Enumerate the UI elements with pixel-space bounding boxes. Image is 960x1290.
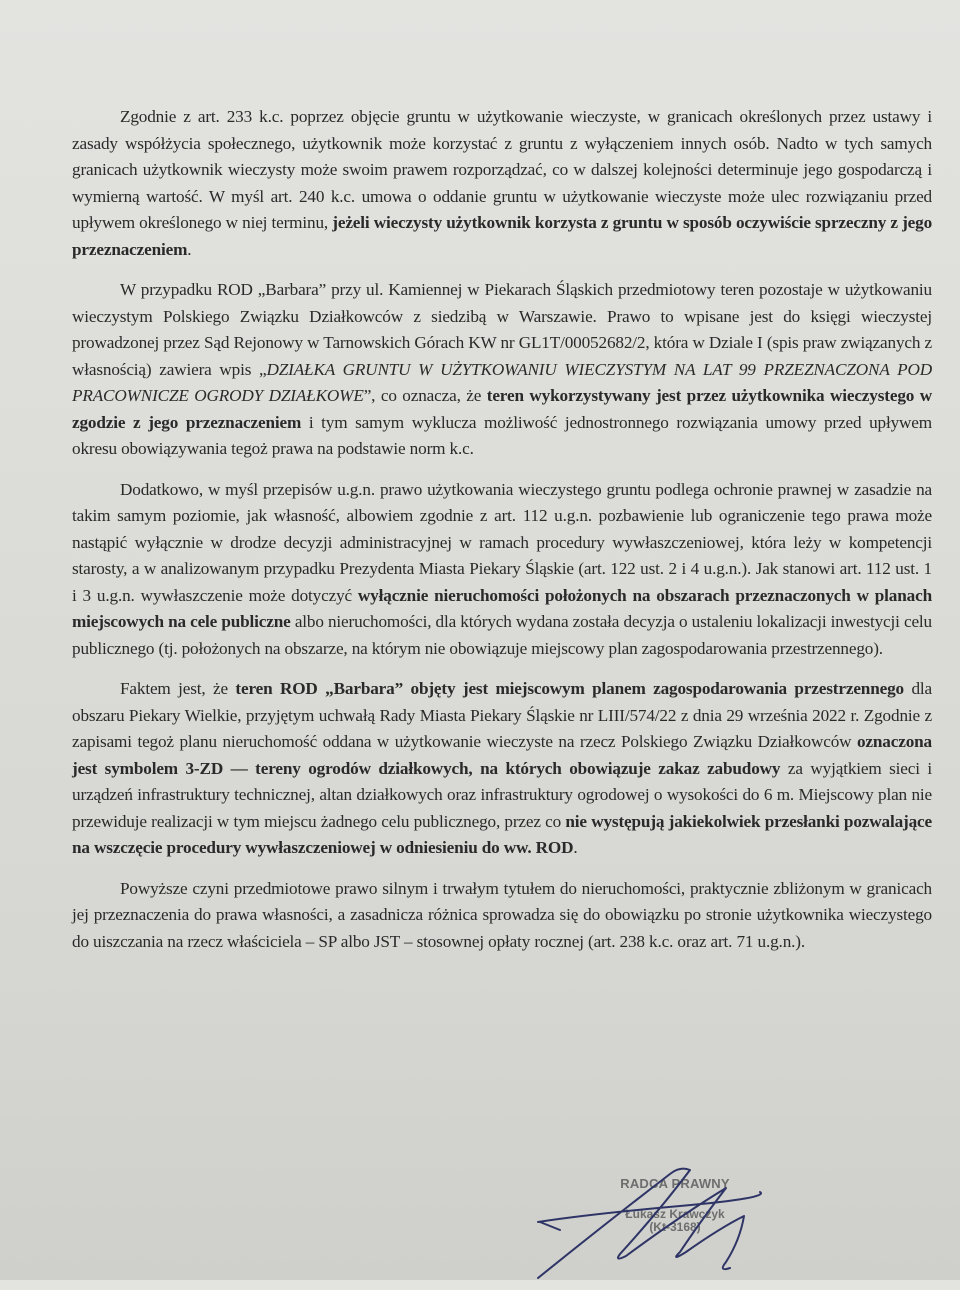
stamp-name: Łukasz Krawczyk	[625, 1207, 725, 1221]
stamp-role: RADCA PRAWNY	[620, 1176, 730, 1191]
bold-text: wyłącznie nieruchomości położonych na obszarach przeznaczonych w planach miejscowych na cele publiczne	[72, 585, 932, 631]
signature-stroke	[538, 1169, 761, 1278]
bold-text: nie występują jakiekolwiek przesłanki pozwalające na wszczęcie procedury wywłaszczeniowej w odniesieniu do ww. ROD	[72, 811, 932, 857]
paragraph-1	[72, 104, 932, 263]
text-run: albo nieruchomości, dla których wydana została decyzja o ustaleniu lokalizacji inwestycji celu publicznego (tj. położonych na obszarze, na którym nie obowiązuje miejscowy plan zagospodarowania przestrzennego).	[72, 612, 932, 658]
paragraph-4	[72, 676, 932, 862]
document-body	[72, 104, 932, 969]
text-run: .	[187, 239, 192, 259]
bold-text: teren wykorzystywany jest przez użytkownika wieczystego w zgodzie z jego przeznaczeniem	[72, 386, 932, 432]
italic-text: DZIAŁKA GRUNTU W UŻYTKOWANIU WIECZYSTYM NA LAT 99 PRZEZNACZONA POD PRACOWNICZE OGRODY DZIAŁKOWE	[72, 359, 932, 405]
bold-text: jeżeli wieczysty użytkownik korzysta z gruntu w sposób oczywiście sprzeczny z jego przeznaczeniem	[72, 213, 933, 259]
text-run: ”, co oznacza, że	[363, 386, 487, 405]
text-run: za wyjątkiem sieci i urządzeń infrastruktury technicznej, altan działkowych oraz infrastruktury ogrodowej o wysokości do 6 m. Miejscowy plan nie przewiduje realizacji w tym miejscu żadnego celu publicznego, przez co	[72, 758, 932, 831]
paragraph-3	[72, 477, 932, 663]
paragraph-2	[72, 277, 932, 463]
text-run: Faktem jest, że	[120, 679, 236, 698]
text-run: dla obszaru Piekary Wielkie, przyjętym uchwałą Rady Miasta Piekary Śląskie nr LIII/574/22 z dnia 29 września 2022 r. Zgodnie z zapisami tegoż planu nieruchomość oddana w użytkowanie wieczyste na rzecz Polskiego Związku Działkowców	[72, 679, 933, 751]
text-run: Powyższe czyni przedmiotowe prawo silnym i trwałym tytułem do nieruchomości, praktycznie zbliżonym w granicach jej przeznaczenia do prawa własności, a zasadnicza różnica sprowadza się do obowiązku po stronie użytkownika wieczystego do uiszczania na rzecz właściciela – SP albo JST – stosownej opłaty rocznej (art. 238 k.c. oraz art. 71 u.g.n.).	[72, 878, 932, 951]
paragraph-5	[72, 876, 932, 956]
text-run: Zgodnie z art. 233 k.c. poprzez objęcie gruntu w użytkowanie wieczyste, w granicach określonych przez ustawy i zasady współżycia społecznego, użytkownik może korzystać z gruntu z wyłączeniem innych osób. Nadto w tych samych granicach użytkownik wieczysty może swoim prawem rozporządzać, co w dalszej kolejności determinuje jego gospodarczą i wymierną wartość. W myśl art. 240 k.c. umowa o oddanie gruntu w użytkowanie wieczyste może ulec rozwiązaniu przed upływem określonego w niej terminu,	[72, 107, 932, 232]
bold-text: oznaczona jest symbolem 3-ZD — tereny ogrodów działkowych, na których obowiązuje zakaz zabudowy	[72, 732, 932, 778]
text-run: .	[573, 838, 578, 857]
text-run: i tym samym wyklucza możliwość jednostronnego rozwiązania umowy przed upływem okresu obowiązywania tegoż prawa na podstawie norm k.c.	[72, 412, 932, 458]
handwritten-signature	[530, 1150, 790, 1290]
stamp-number: (Kt-3168)	[649, 1220, 701, 1234]
text-run: Dodatkowo, w myśl przepisów u.g.n. prawo użytkowania wieczystego gruntu podlega ochronie prawnej w zasadzie na takim samym poziomie, jak własność, albowiem zgodnie z art. 112 u.g.n. pozbawienie lub ograniczenie tego prawa może nastąpić wyłącznie w drodze decyzji administracyjnej w ramach procedury wywłaszczeniowej, która leży w kompetencji starosty, a w analizowanym przypadku Prezydenta Miasta Piekary Śląskie (art. 122 ust. 2 i 4 u.g.n.). Jak stanowi art. 112 ust. 1 i 3 u.g.n. wywłaszczenie może dotyczyć	[72, 479, 932, 605]
bold-text: teren ROD „Barbara” objęty jest miejscowym planem zagospodarowania przestrzennego	[235, 679, 904, 698]
text-run: W przypadku ROD „Barbara” przy ul. Kamiennej w Piekarach Śląskich przedmiotowy teren pozostaje w użytkowaniu wieczystym Polskiego Związku Działkowców z siedzibą w Warszawie. Prawo to wpisane jest do księgi wieczystej prowadzonej przez Sąd Rejonowy w Tarnowskich Górach KW nr GL1T/00052682/2, która w Dziale I (spis praw związanych z własnością) zawiera wpis „	[72, 280, 932, 379]
